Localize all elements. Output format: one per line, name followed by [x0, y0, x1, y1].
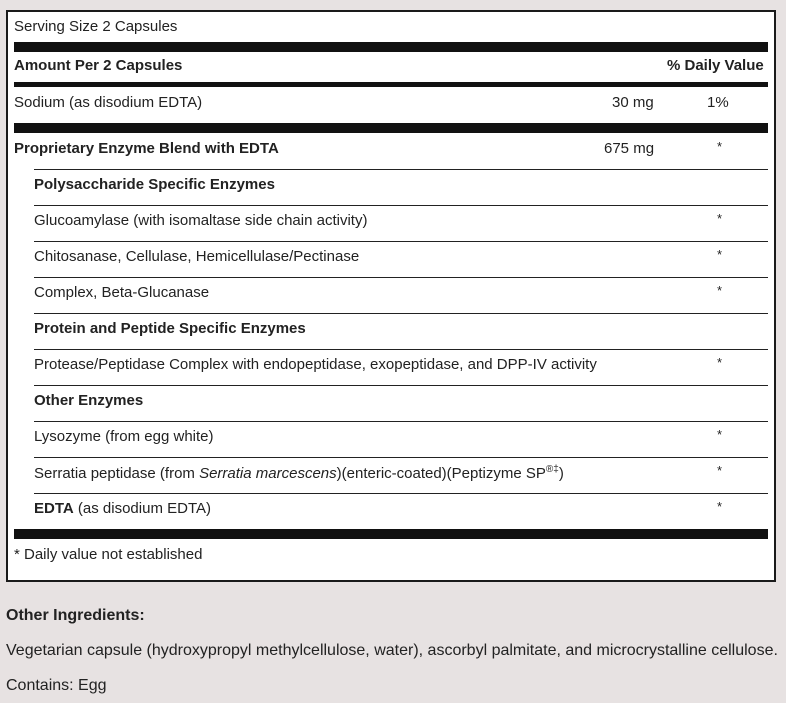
divider-thin: [34, 421, 768, 422]
divider-thin: [34, 349, 768, 350]
group-title-polysaccharide: Polysaccharide Specific Enzymes: [34, 176, 275, 193]
divider-thin: [34, 385, 768, 386]
divider-thick: [14, 529, 768, 539]
edta-bold: EDTA: [34, 500, 74, 517]
serratia-pre: Serratia peptidase (from: [34, 465, 200, 482]
amount-header: Amount Per 2 Capsules: [14, 57, 183, 74]
blend-dv: *: [717, 139, 723, 154]
sodium-label: Sodium (as disodium EDTA): [14, 94, 203, 111]
ingredient-protease-dv: *: [717, 355, 723, 370]
other-ingredients-heading: Other Ingredients:: [6, 607, 145, 624]
divider-thin: [34, 169, 768, 170]
divider-thick: [14, 123, 768, 133]
daily-value-header: % Daily Value: [667, 57, 764, 74]
divider-thin: [34, 313, 768, 314]
ingredient-serratia-peptidase: [34, 464, 564, 482]
divider-thin: [34, 205, 768, 206]
blend-label: Proprietary Enzyme Blend with EDTA: [14, 140, 279, 157]
ingredient-lysozyme: Lysozyme (from egg white): [34, 428, 214, 445]
serratia-end: ): [558, 465, 564, 482]
sodium-amount: 30 mg: [612, 94, 654, 111]
ingredient-beta-glucanase: Complex, Beta-Glucanase: [34, 284, 210, 301]
edta-rest: (as disodium EDTA): [73, 500, 211, 517]
ingredient-beta-glucanase-dv: *: [717, 283, 723, 298]
ingredient-serratia-dv: *: [717, 463, 723, 478]
supplement-facts-panel: [6, 10, 776, 582]
divider-medium: [14, 82, 768, 87]
ingredient-glucoamylase-dv: *: [717, 211, 723, 226]
other-ingredients-text: Vegetarian capsule (hydroxypropyl methylcellulose, water), ascorbyl palmitate, and microcrystalline cellulose.: [6, 642, 778, 659]
ingredient-chitosanase: Chitosanase, Cellulase, Hemicellulase/Pectinase: [34, 248, 360, 265]
group-title-other: Other Enzymes: [34, 392, 144, 409]
ingredient-protease: Protease/Peptidase Complex with endopeptidase, exopeptidase, and DPP-IV activity: [34, 356, 597, 373]
divider-thin: [34, 457, 768, 458]
serratia-post: )(enteric-coated)(Peptizyme SP: [336, 465, 546, 482]
serving-size: Serving Size 2 Capsules: [14, 18, 178, 35]
ingredient-lysozyme-dv: *: [717, 427, 723, 442]
footnote: * Daily value not established: [14, 546, 203, 563]
ingredient-chitosanase-dv: *: [717, 247, 723, 262]
sodium-dv: 1%: [707, 94, 729, 111]
blend-amount: 675 mg: [604, 140, 655, 157]
divider-thin: [34, 241, 768, 242]
serratia-sup: ®‡: [545, 464, 559, 475]
ingredient-glucoamylase: Glucoamylase (with isomaltase side chain activity): [34, 212, 368, 229]
divider-thick: [14, 42, 768, 52]
divider-thin: [34, 277, 768, 278]
serratia-italic: Serratia marcescens: [199, 465, 337, 482]
group-title-protein: Protein and Peptide Specific Enzymes: [34, 320, 306, 337]
divider-thin: [34, 493, 768, 494]
ingredient-edta-dv: *: [717, 499, 723, 514]
ingredient-edta: [34, 500, 211, 517]
contains-text: Contains: Egg: [6, 677, 107, 694]
